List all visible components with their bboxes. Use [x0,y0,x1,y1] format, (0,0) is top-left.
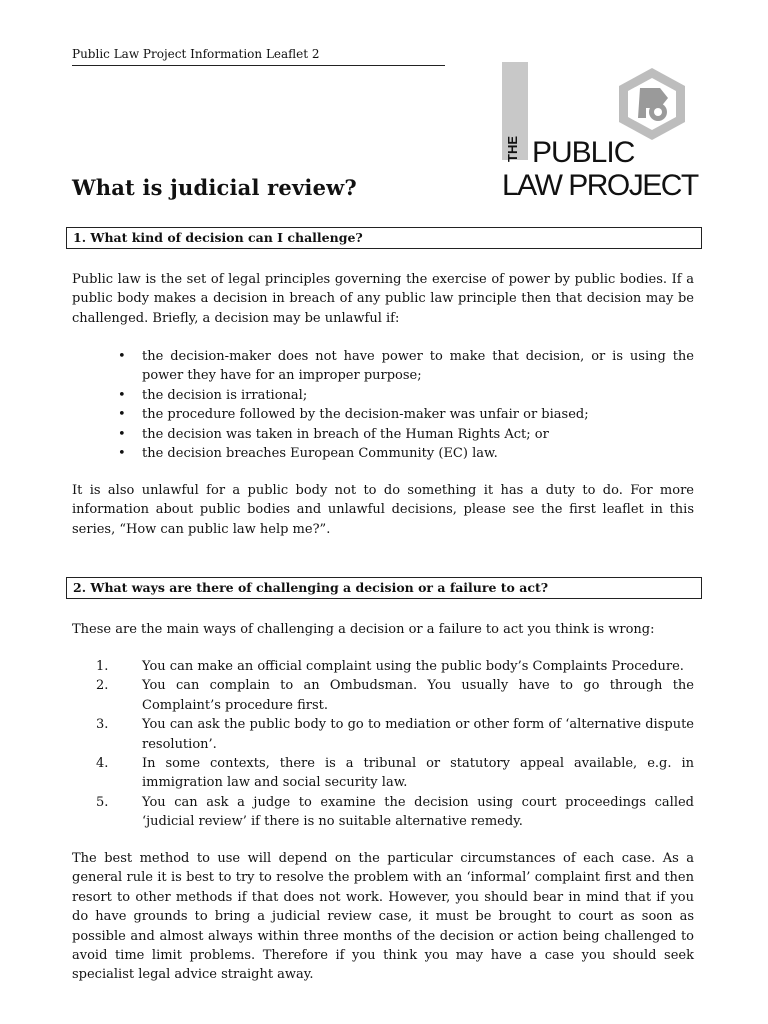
logo-the-text: THE [505,136,520,162]
challenge-methods-list [72,657,694,832]
list-item: • the decision is irrational; [72,386,694,405]
section-1-intro: Public law is the set of legal principles governing the exercise of power by public bodies. If a public body makes a decision in breach of any public law principle then that decision may be challenged. Briefly, a decision may be unlawful if: [72,272,694,326]
bullet-icon: • [118,446,126,462]
list-item: • the procedure followed by the decision-maker was unfair or biased; [72,405,694,424]
bullet-icon: • [118,426,126,442]
section-2-heading: 2. What ways are there of challenging a decision or a failure to act? [66,577,702,599]
section-1-outro: It is also unlawful for a public body not to do something it has a duty to do. For more information about public bodies and unlawful decisions, please see the first leaflet in this series, “How can public law help me?”. [72,483,694,537]
section-2-intro: These are the main ways of challenging a decision or a failure to act you think is wrong: [72,622,655,637]
section-2-outro: The best method to use will depend on the particular circumstances of each case. As a general rule it is best to try to resolve the problem with an ‘informal’ complaint first and then resort to other methods if that does not work. However, you should bear in mind that if you do have grounds to bring a judicial review case, it must be brought to court as soon as possible and almost always within three months of the decision or action being challenged to avoid time limit problems. Therefore if you think you may have a case you should seek specialist legal advice straight away. [72,851,694,983]
public-law-project-logo [500,60,700,210]
list-item: • the decision breaches European Community (EC) law. [72,444,694,463]
bullet-icon: • [118,407,126,423]
list-item: 4. In some contexts, there is a tribunal or statutory appeal available, e.g. in immigration law and social security law. [96,756,694,791]
section-1-heading: 1. What kind of decision can I challenge? [66,227,702,249]
list-item: • the decision was taken in breach of the Human Rights Act; or [72,425,694,444]
page-title: What is judicial review? [72,175,357,200]
list-item: • the decision-maker does not have power to make that decision, or is using the power they have for an improper purpose; [118,349,694,384]
list-item: 1. You can make an official complaint using the public body’s Complaints Procedure. [96,659,684,674]
bullet-icon: • [118,349,126,364]
logo-emblem-icon [619,68,685,140]
list-item: 2. You can complain to an Ombudsman. You usually have to go through the Complaint’s procedure first. [96,678,694,713]
logo-law-project-text: LAW PROJECT [502,169,698,202]
leaflet-header: Public Law Project Information Leaflet 2 [72,47,445,66]
bullet-icon: • [118,387,126,403]
logo-public-text: PUBLIC [532,136,635,169]
list-item: 3. You can ask the public body to go to mediation or other form of ‘alternative dispute resolution’. [96,717,694,752]
unlawful-reasons-list [72,347,694,463]
list-item: 5. You can ask a judge to examine the decision using court proceedings called ‘judicial review’ if there is no suitable alternative remedy. [96,794,694,830]
